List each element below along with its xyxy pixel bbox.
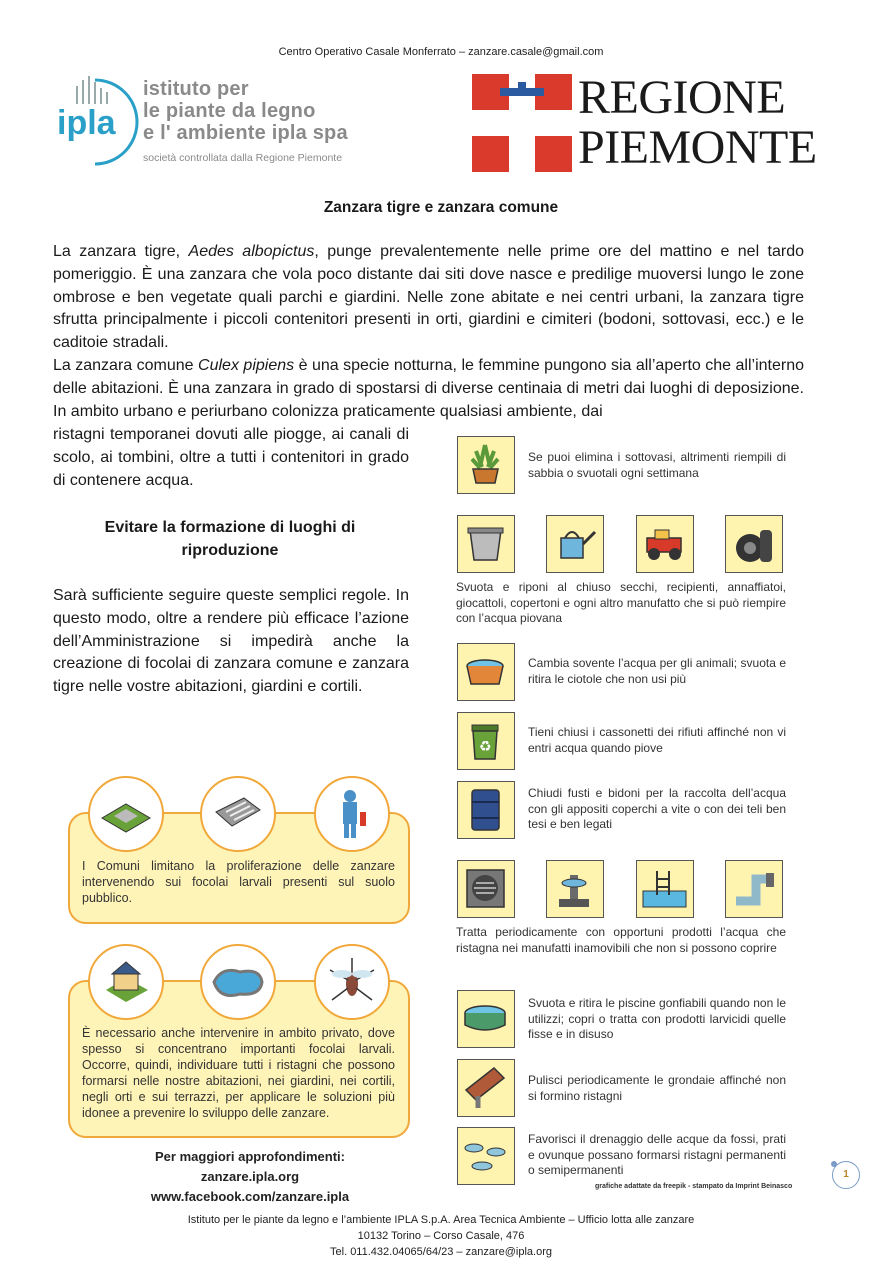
pool-icon [636,860,694,918]
info-panel-comuni-text: I Comuni limitano la proliferazione delle zanzare intervenendo sui focolai larvali presenti sul suolo pubblico. [82,859,395,905]
footer-line1: Istituto per le piante da legno e l’ambiente IPLA S.p.A. Area Tecnica Ambiente – Ufficio lotta alle zanzare [187,1214,695,1226]
ipla-logo-mark-icon [55,72,141,168]
p2-text-a: La zanzara comune [53,357,199,374]
footer-line2: 10132 Torino – Corso Casale, 476 [357,1230,525,1242]
regione-logo-line1: REGIONE [578,71,786,124]
pond-icon [200,944,276,1020]
more-info-heading: Per maggiori approfondimenti: [155,1149,345,1164]
drain-grate-icon [200,776,276,852]
ipla-logo-line2: le piante da legno [143,100,316,122]
regione-flag-label-stem [518,82,526,96]
paragraph-zanzara-comune [53,355,804,423]
pet-bowl-icon [457,643,515,701]
toy-car-icon [636,515,694,573]
ipla-logo-line3: e l' ambiente ipla spa [143,122,348,144]
regione-logo-line2: PIEMONTE [578,121,817,174]
city-map-icon [88,776,164,852]
house-icon [88,944,164,1020]
section-title-riproduzione: Evitare la formazione di luoghi di riproduzione [104,519,356,559]
tip-text: Svuota e ritira le piscine gonfiabili quando non le utilizzi; copri o tratta con prodotti larvicidi quelle fisse e in disuso [528,996,786,1041]
ipla-logo-subtitle: società controllata dalla Regione Piemonte [143,152,343,164]
tip-text: Tratta periodicamente con opportuni prodotti l’acqua che ristagna nei manufatti inamovibili che non si possono coprire [456,925,786,955]
sprayer-person-icon [314,776,390,852]
tip-text: Favorisci il drenaggio delle acque da fossi, prati e ovunque possano formarsi ristagni permanenti o semipermanenti [528,1132,786,1177]
inflatable-pool-icon [457,990,515,1048]
pipe-icon [725,860,783,918]
drain-grate-icon [457,860,515,918]
fountain-icon [546,860,604,918]
gutter-icon [457,1059,515,1117]
tip-text: Chiudi fusti e bidoni per la raccolta dell’acqua con gli appositi coperchi a vite o con dei teli ben tesi e ben legati [528,786,786,831]
page-number: 1 [832,1161,860,1189]
more-info-site-link[interactable]: zanzare.ipla.org [200,1169,300,1184]
tip-text: Cambia sovente l’acqua per gli animali; svuota e ritira le ciotole che non usi più [528,656,786,686]
page-number-dot [831,1161,837,1167]
header-contact-line: Centro Operativo Casale Monferrato – zanzare.casale@gmail.com [278,46,604,58]
paragraph-zanzara-tigre [53,241,804,355]
mosquito-icon [314,944,390,1020]
paragraph-zanzara-comune-cont: ristagni temporanei dovuti alle piogge, ai canali di scolo, ai tombini, oltre a tutti i contenitori in grado di contenere acqua. [53,426,409,489]
watering-can-icon [546,515,604,573]
p1-text-b: , punge prevalentemente nelle prime ore del mattino e nel tardo pomeriggio. È una zanzara che vola poco distante dai siti dove nasce e predilige muoversi lungo le zone ombrose e ben vegetate quali parchi e giardini. Nelle zone abitate e nei centri urbani, la zanzara tigre sfrutta principalmente i piccoli contenitori presenti in orti, giardini e cimiteri (bodoni, sottovasi, ecc.) e le caditoie stradali. [53,243,805,352]
info-panel-privato-text: È necessario anche intervenire in ambito privato, dove spesso si concentrano importanti focolai larvali. Occorre, quindi, individuare tutti i ristagni che possono formarsi nelle nostre abitazioni, nei giardini, nei cortili, negli orti e sui terrazzi, per applicare le soluzioni più idonee a prevenire lo sviluppo delle zanzare. [82,1026,395,1120]
tires-icon [725,515,783,573]
ipla-logo-text [143,78,348,144]
svg-text:♻: ♻ [479,739,492,755]
bucket-icon [457,515,515,573]
puddles-icon [457,1127,515,1185]
more-info-facebook-link[interactable]: www.facebook.com/zanzare.ipla [150,1189,350,1204]
plant-pot-icon [457,436,515,494]
p2-text-b: è una specie notturna, le femmine pungono sia all’aperto che all’interno delle abitazioni. È una zanzara in grado di spostarsi di diverse centinaia di metri dai luoghi di deposizione. In ambito urbano e periurbano colonizza praticamente qualsiasi ambiente, dai [53,357,804,420]
p2-species: Culex pipiens [198,357,295,374]
p1-text-a: La zanzara tigre, [53,243,189,260]
tips-credit: grafiche adattate da freepik - stampato da Imprint Beinasco [595,1183,793,1190]
ipla-mark-text: ipla [57,104,116,142]
p1-species: Aedes albopictus [188,243,315,260]
ipla-logo-line1: istituto per [143,78,249,100]
paragraph-regole: Sarà sufficiente seguire queste semplici regole. In questo modo, oltre a rendere più efficace l’azione dell’Amministrazione si impedirà anche la creazione di focolai di zanzara comune e zanzara tigre nelle vostre abitazioni, giardini e cortili. [53,587,409,696]
barrel-icon [457,781,515,839]
recycling-bin-icon [457,712,515,770]
tip-text: Pulisci periodicamente le grondaie affinché non si formino ristagni [528,1073,786,1103]
tip-text: Se puoi elimina i sottovasi, altrimenti riempili di sabbia o svuotali ogni settimana [528,450,786,480]
tip-text: Tieni chiusi i cassonetti dei rifiuti affinché non vi entri acqua quando piove [528,725,786,755]
footer-line3: Tel. 011.432.04065/64/23 – zanzare@ipla.org [330,1246,552,1258]
page-title: Zanzara tigre e zanzara comune [323,199,559,216]
tip-text: Svuota e riponi al chiuso secchi, recipienti, annaffiatoi, giocattoli, copertoni e ogni altro manufatto che si può riempire con l’acqua piovana [456,580,786,625]
